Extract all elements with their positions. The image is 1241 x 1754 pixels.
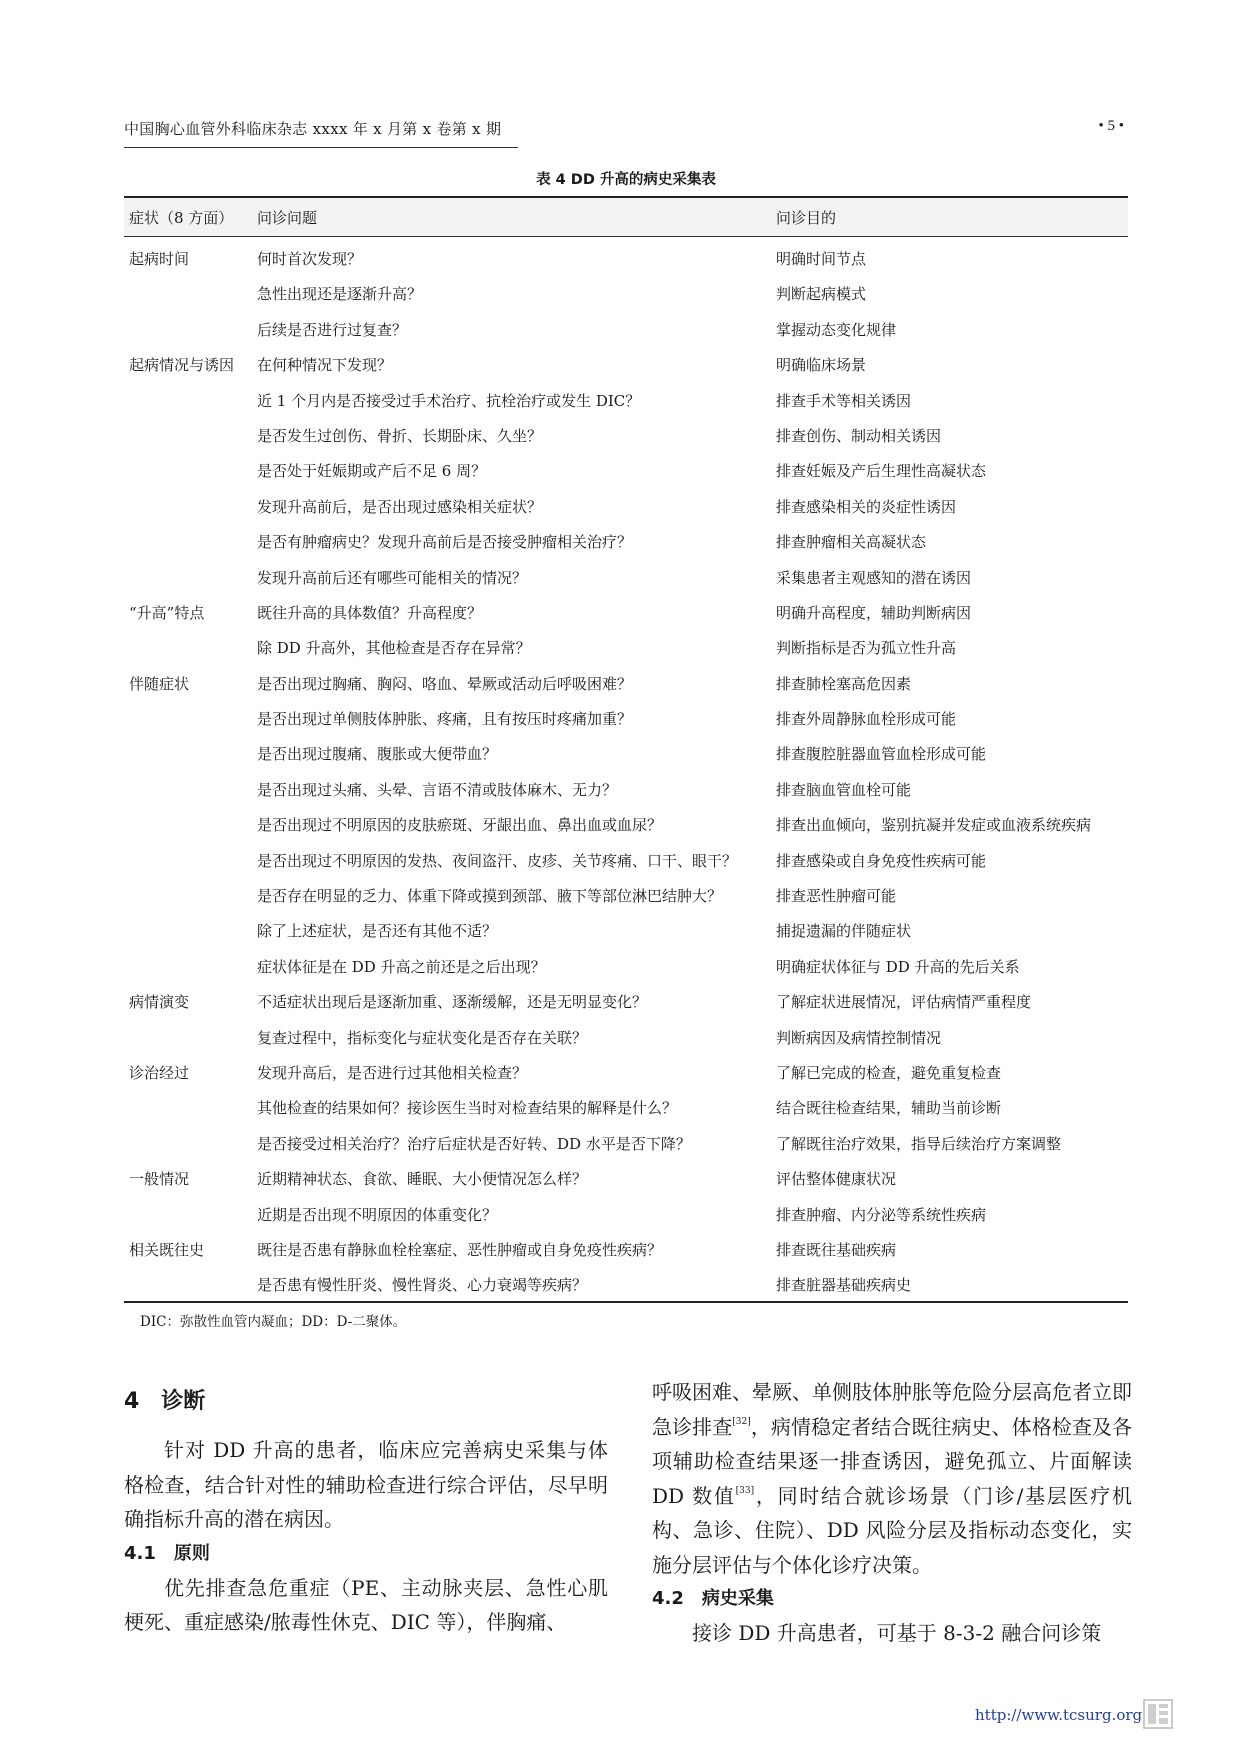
purpose-cell: 明确升高程度，辅助判断病因 [776,603,972,622]
history-table [124,196,1128,1303]
purpose-cell: 了解症状进展情况，评估病情严重程度 [776,993,1032,1012]
question-cell: 近期是否出现不明原因的体重变化？ [257,1205,498,1224]
question-cell: 是否出现过单侧肢体肿胀、疼痛，且有按压时疼痛加重？ [257,710,633,729]
purpose-cell: 采集患者主观感知的潜在诱因 [776,568,972,587]
table-row [124,1088,1128,1123]
table-row [124,558,1128,593]
table-row [124,310,1128,345]
table-row [124,947,1128,982]
purpose-cell: 判断起病模式 [776,285,867,304]
question-cell: 发现升高后，是否进行过其他相关检查？ [257,1063,528,1082]
question-cell: 后续是否进行过复查？ [257,320,408,339]
purpose-cell: 排查妊娠及产后生理性高凝状态 [776,462,987,481]
table-row [124,239,1128,274]
question-cell: 近 1 个月内是否接受过手术治疗、抗栓治疗或发生 DIC？ [257,391,641,410]
table-body [124,239,1128,1301]
table-row [124,416,1128,451]
table-row [124,982,1128,1017]
symptom-category: 伴随症状 [129,674,190,693]
table-row [124,1124,1128,1159]
header-rule [124,147,518,148]
symptom-category: 起病情况与诱因 [129,356,235,375]
question-cell: 不适症状出现后是逐渐加重、逐渐缓解，还是无明显变化？ [257,993,648,1012]
table-row [124,876,1128,911]
question-cell: 既往是否患有静脉血栓栓塞症、恶性肿瘤或自身免疫性疾病？ [257,1240,663,1259]
question-cell: 复查过程中，指标变化与症状变化是否存在关联？ [257,1028,588,1047]
question-cell: 是否出现过腹痛、腹胀或大便带血？ [257,745,498,764]
section-4-2-heading: 4.2 病史采集 [652,1588,774,1609]
table-bottom-rule [124,1301,1128,1303]
question-cell: 近期精神状态、食欲、睡眠、大小便情况怎么样？ [257,1170,588,1189]
table-row [124,911,1128,946]
purpose-cell: 排查肿瘤相关高凝状态 [776,533,927,552]
purpose-cell: 了解既往治疗效果，指导后续治疗方案调整 [776,1134,1062,1153]
table-title: 表 4 DD 升高的病史采集表 [536,172,716,188]
purpose-cell: 掌握动态变化规律 [776,320,897,339]
table-row [124,1230,1128,1265]
question-cell: 急性出现还是逐渐升高？ [257,285,423,304]
purpose-cell: 了解已完成的检查，避免重复检查 [776,1063,1002,1082]
question-cell: 是否出现过不明原因的皮肤瘀斑、牙龈出血、鼻出血或血尿？ [257,816,663,835]
purpose-cell: 排查腹腔脏器血管血栓形成可能 [776,745,987,764]
purpose-cell: 判断病因及病情控制情况 [776,1028,942,1047]
purpose-cell: 明确症状体征与 DD 升高的先后关系 [776,957,1020,976]
purpose-cell: 排查出血倾向，鉴别抗凝并发症或血液系统疾病 [776,816,1092,835]
citation-33: [33] [735,1485,755,1496]
question-cell: 是否接受过相关治疗？治疗后症状是否好转、DD 水平是否下降？ [257,1134,691,1153]
symptom-category: 诊治经过 [129,1063,190,1082]
table-row [124,522,1128,557]
purpose-cell: 结合既往检查结果，辅助当前诊断 [776,1099,1002,1118]
table-row [124,1159,1128,1194]
table-row [124,1053,1128,1088]
table-row [124,1265,1128,1300]
purpose-cell: 排查外周静脉血栓形成可能 [776,710,957,729]
question-cell: 何时首次发现？ [257,250,363,268]
purpose-cell: 排查感染或自身免疫性疾病可能 [776,851,987,870]
section-4-1-heading: 4.1 原则 [124,1542,210,1564]
continued-text-b: ，病情稳定者结合既往病史、体格检查及各项辅助检查结果逐一排查诱因，避免孤立、片面解读 DD 数值 [652,1414,1133,1508]
question-cell: 在何种情况下发现？ [257,356,393,375]
purpose-cell: 排查既往基础疾病 [776,1240,897,1259]
question-cell: 是否出现过头痛、头晕、言语不清或肢体麻木、无力？ [257,780,618,799]
table-row [124,734,1128,769]
journal-logo-icon [1142,1698,1174,1730]
symptom-category: “升高”特点 [129,603,205,622]
left-column [124,1385,608,1640]
purpose-cell: 排查创伤、制动相关诱因 [776,426,942,445]
symptom-category: 病情演变 [129,993,190,1012]
header-symptom: 症状（8 方面） [129,209,234,227]
header-question: 问诊问题 [257,209,318,227]
question-cell: 是否发生过创伤、骨折、长期卧床、久坐？ [257,426,543,445]
table-footnote: DIC：弥散性血管内凝血；DD：D-二聚体。 [140,1314,407,1330]
purpose-cell: 明确临床场景 [776,356,867,375]
table-row [124,487,1128,522]
table-row [124,345,1128,380]
purpose-cell: 排查肿瘤、内分泌等系统性疾病 [776,1205,987,1224]
table-row [124,593,1128,628]
symptom-category: 起病时间 [129,250,190,268]
table-row [124,770,1128,805]
section-4-1-paragraph: 优先排查急危重症（PE、主动脉夹层、急性心肌梗死、重症感染/脓毒性休克、DIC 等），伴胸痛、 [124,1575,608,1634]
right-column [652,1375,1132,1651]
table-row [124,381,1128,416]
table-row [124,1018,1128,1053]
purpose-cell: 评估整体健康状况 [776,1170,897,1189]
journal-title: 中国胸心血管外科临床杂志 xxxx 年 x 月第 x 卷第 x 期 [124,120,502,138]
continued-text-a: 呼吸困难、晕厥、单侧肢体肿胀等危险分层高危者立即急诊排查 [652,1380,1132,1439]
question-cell: 除了上述症状，是否还有其他不适？ [257,922,498,941]
page-number: • 5 • [1098,118,1124,134]
question-cell: 是否有肿瘤病史？发现升高前后是否接受肿瘤相关治疗？ [257,533,633,552]
question-cell: 发现升高前后还有哪些可能相关的情况？ [257,568,528,587]
section-4-paragraph: 针对 DD 升高的患者，临床应完善病史采集与体格检查，结合针对性的辅助检查进行综合评估，尽早明确指标升高的潜在病因。 [124,1438,608,1531]
question-cell: 是否出现过不明原因的发热、夜间盗汗、皮疹、关节疼痛、口干、眼干？ [257,851,738,870]
table-row [124,274,1128,309]
question-cell: 是否出现过胸痛、胸闷、咯血、晕厥或活动后呼吸困难？ [257,674,633,693]
question-cell: 是否患有慢性肝炎、慢性肾炎、心力衰竭等疾病？ [257,1276,588,1295]
footer-url-link[interactable]: http://www.tcsurg.org [975,1706,1143,1724]
question-cell: 是否处于妊娠期或产后不足 6 周？ [257,462,487,481]
header-purpose: 问诊目的 [776,209,837,227]
question-cell: 其他检查的结果如何？接诊医生当时对检查结果的解释是什么？ [257,1099,678,1118]
symptom-category: 相关既往史 [129,1240,205,1259]
table-row [124,451,1128,486]
question-cell: 是否存在明显的乏力、体重下降或摸到颈部、腋下等部位淋巴结肿大？ [257,887,723,906]
section-4-heading: 4 诊断 [124,1389,206,1414]
question-cell: 症状体征是在 DD 升高之前还是之后出现？ [257,957,546,976]
purpose-cell: 捕捉遗漏的伴随症状 [776,922,912,941]
purpose-cell: 明确时间节点 [776,250,867,268]
citation-32: [32] [732,1416,751,1427]
purpose-cell: 排查肺栓塞高危因素 [776,674,912,693]
symptom-category: 一般情况 [129,1170,190,1189]
question-cell: 既往升高的具体数值？升高程度？ [257,603,483,622]
running-header [124,118,1124,140]
purpose-cell: 排查感染相关的炎症性诱因 [776,497,957,516]
purpose-cell: 排查脑血管血栓可能 [776,780,912,799]
table-row [124,628,1128,663]
purpose-cell: 排查脏器基础疾病史 [776,1276,912,1295]
purpose-cell: 排查恶性肿瘤可能 [776,887,897,906]
purpose-cell: 排查手术等相关诱因 [776,391,912,410]
table-row [124,841,1128,876]
table-row [124,1195,1128,1230]
table-row [124,699,1128,734]
section-4-2-paragraph: 接诊 DD 升高患者，可基于 8-3-2 融合问诊策 [692,1621,1102,1645]
question-cell: 发现升高前后，是否出现过感染相关症状？ [257,497,543,516]
purpose-cell: 判断指标是否为孤立性升高 [776,639,957,658]
table-row [124,664,1128,699]
continued-text-c: ，同时结合就诊场景（门诊/基层医疗机构、急诊、住院）、DD 风险分层及指标动态变化，实施分层评估与个体化诊疗决策。 [652,1483,1132,1577]
table-header-row [124,198,1128,236]
question-cell: 除 DD 升高外，其他检查是否存在异常？ [257,639,531,658]
continued-paragraph [652,1375,1132,1582]
table-row [124,805,1128,840]
